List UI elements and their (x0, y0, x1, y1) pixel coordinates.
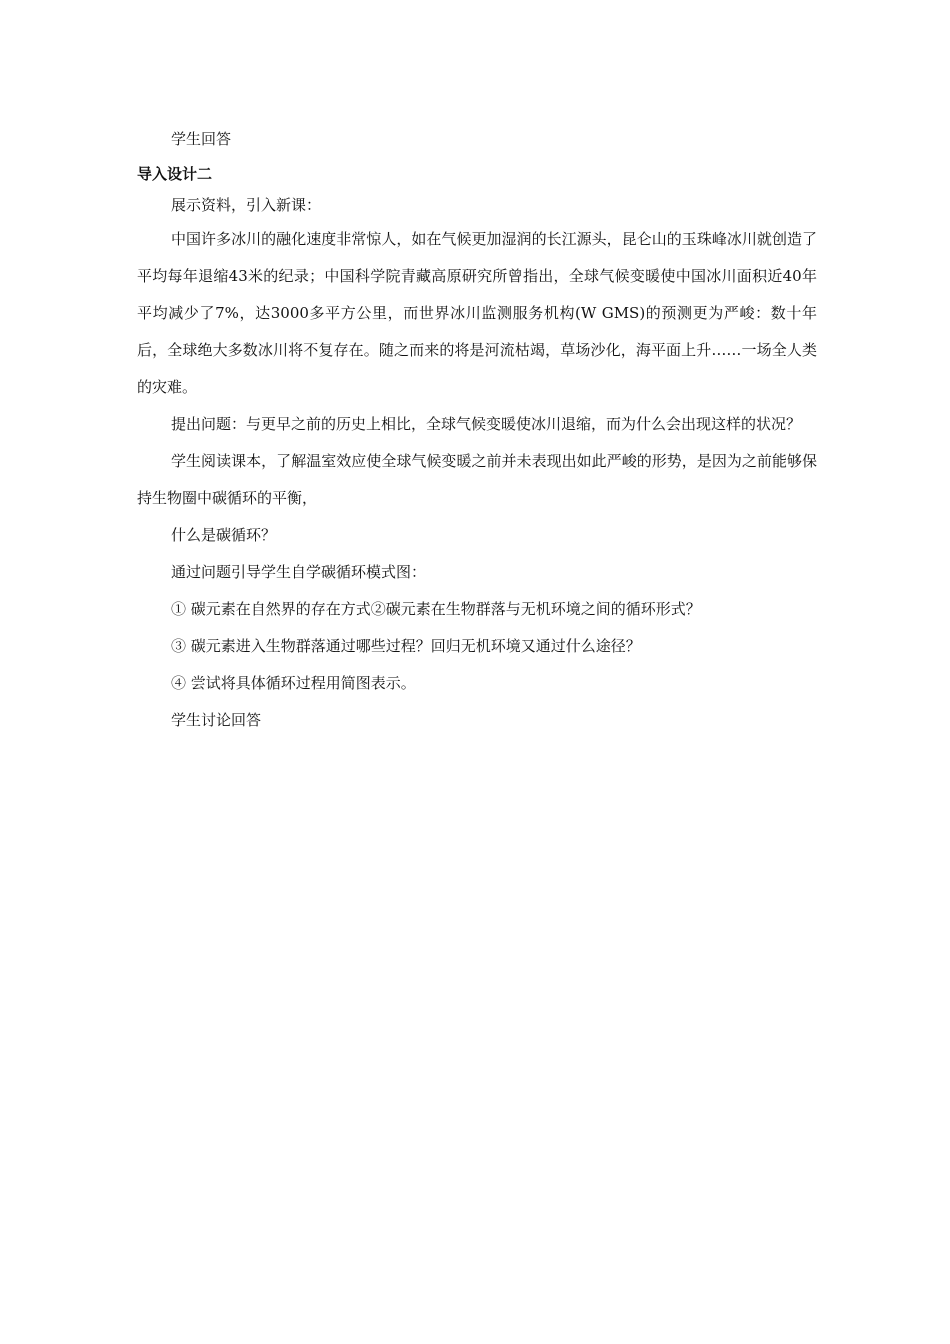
glacier-paragraph: 中国许多冰川的融化速度非常惊人，如在气候更加湿润的长江源头，昆仑山的玉珠峰冰川就创造了平均每年退缩43米的纪录；中国科学院青藏高原研究所曾指出，全球气候变暖使中国冰川面积近40年平均减少了7%，达3000多平方公里，而世界冰川监测服务机构(W GMS)的预测更为严峻：数十年后，全球绝大多数冰川将不复存在。随之而来的将是河流枯竭，草场沙化，海平面上升……一场全人类的灾难。 (137, 230, 817, 396)
list-item: ④ 尝试将具体循环过程用简图表示。 (171, 674, 416, 692)
student-discussion-line: 学生讨论回答 (171, 711, 262, 729)
carbon-cycle-question: 什么是碳循环？ (171, 526, 277, 544)
list-item: ③ 碳元素进入生物群落通过哪些过程？回归无机环境又通过什么途径？ (171, 637, 641, 655)
guide-line: 通过问题引导学生自学碳循环模式图： (171, 563, 427, 581)
document-body (137, 124, 817, 739)
show-material-line: 展示资料，引入新课： (171, 196, 322, 214)
student-answer-line: 学生回答 (171, 130, 232, 148)
list-item: ① 碳元素在自然界的存在方式②碳元素在生物群落与无机环境之间的循环形式？ (171, 600, 701, 618)
section-heading: 导入设计二 (137, 165, 213, 183)
reading-paragraph: 学生阅读课本，了解温室效应使全球气候变暖之前并未表现出如此严峻的形势，是因为之前能够保持生物圈中碳循环的平衡， (137, 452, 817, 507)
question-paragraph: 提出问题：与更早之前的历史上相比，全球气候变暖使冰川退缩，而为什么会出现这样的状况？ (171, 415, 802, 433)
